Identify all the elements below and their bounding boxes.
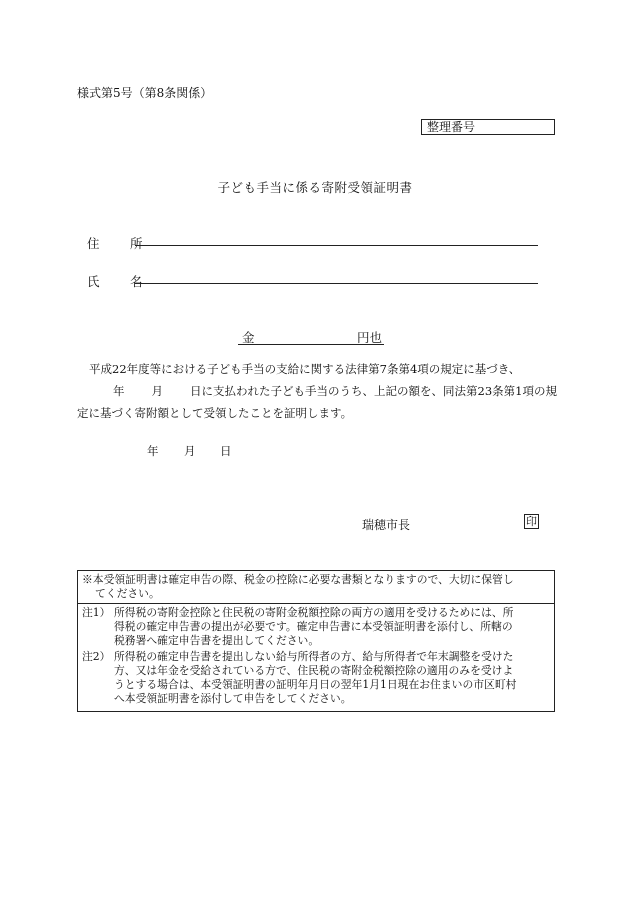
reference-number-label: 整理番号 [427,120,476,134]
body-line-3: 定に基づく寄附額として受領したことを証明します。 [77,406,353,420]
name-field[interactable] [135,283,538,284]
note-1 [78,604,554,648]
note-1-line: 得税の確定申告書の提出が必要です。確定申告書に本受領証明書を添付し、所轄の [114,620,513,633]
body-line-2 [77,380,555,402]
note-2-line: へ本受領証明書を添付して申告をしてください。 [114,692,352,705]
document-title: 子ども手当に係る寄附受領証明書 [217,180,413,195]
body-year: 年 [113,384,125,398]
amount-suffix: 円也 [356,330,382,345]
note-1-tag: 注1） [82,606,111,619]
note-2 [78,648,554,706]
note-1-line: 税務署へ確定申告書を提出してください。 [114,634,320,647]
seal-mark: 印 [526,515,537,528]
body-line-1: 平成22年度等における子ども手当の支給に関する法律第7条第4項の規定に基づき、 [89,362,521,376]
caution-line-2: てください。 [95,587,160,600]
form-number: 様式第5号（第8条関係） [77,86,213,100]
note-2-line: 所得税の確定申告書を提出しない給与所得者の方、給与所得者で年末調整を受けた [114,650,514,663]
issue-year: 年 [147,444,159,458]
issuer-title: 瑞穂市長 [362,518,411,532]
amount-prefix: 金 [242,330,255,345]
amount-field[interactable] [238,328,384,345]
name-label: 氏 名 [87,274,152,289]
note-2-line: うとする場合は、本受領証明書の証明年月日の翌年1月1日現在お住まいの市区町村 [114,678,517,691]
body-line-2-rest: 日に支払われた子ども手当のうち、上記の額を、同法第23条第1項の規 [190,384,557,398]
notes-box [77,570,555,712]
address-label: 住 所 [87,236,152,251]
caution-line-1: ※本受領証明書は確定申告の際、税金の控除に必要な書類となりますので、大切に保管し [82,573,514,586]
certification-text [77,358,555,424]
note-2-tag: 注2） [82,650,111,663]
caution-note [78,571,554,604]
body-month: 月 [151,384,163,398]
note-1-line: 所得税の寄附金控除と住民税の寄附金税額控除の両方の適用を受けるためには、所 [114,606,514,619]
address-field[interactable] [135,245,538,246]
reference-number-box[interactable] [421,119,555,135]
note-2-line: 方、又は年金を受給されている方で、住民税の寄附金税額控除の適用のみを受けよ [114,664,514,677]
issue-month: 月 [184,444,196,458]
issue-day: 日 [220,444,232,458]
